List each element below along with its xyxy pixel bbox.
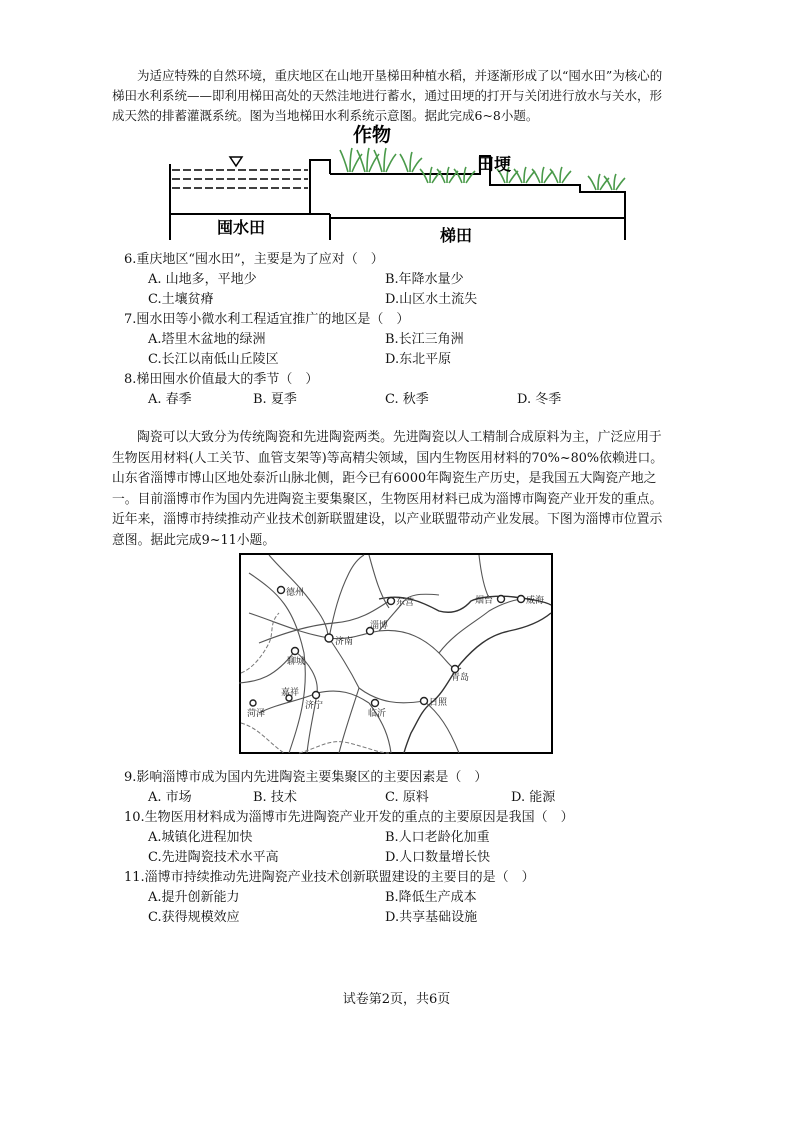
label-storage-paddy: 囤水田 [217, 218, 266, 237]
question-10: 10.生物医用材料成为淄博市先进陶瓷产业开发的重点的主要原因是我国（ ） [124, 810, 574, 825]
q9-option-a[interactable]: A. 市场 [148, 790, 192, 805]
city-rizhao: 日照 [429, 698, 448, 708]
marker-linyi [372, 700, 379, 707]
q7-option-a[interactable]: A.塔里木盆地的绿洲 [148, 332, 266, 347]
q9-option-c[interactable]: C. 原料 [385, 790, 429, 805]
q11-option-a[interactable]: A.提升创新能力 [148, 890, 240, 905]
q6-option-d[interactable]: D.山区水土流失 [385, 292, 478, 307]
marker-heze [250, 700, 256, 706]
water-level-marker [230, 157, 242, 166]
question-6: 6.重庆地区“囤水田”，主要是为了应对（ ） [124, 252, 384, 267]
q10-option-a[interactable]: A.城镇化进程加快 [148, 830, 253, 845]
q10-option-d[interactable]: D.人口数量增长快 [385, 850, 491, 865]
q8-option-b[interactable]: B. 夏季 [253, 392, 297, 407]
q10-option-c[interactable]: C.先进陶瓷技术水平高 [148, 850, 279, 865]
city-liaocheng: 聊城 [287, 657, 306, 667]
q8-option-d[interactable]: D. 冬季 [517, 392, 562, 407]
city-weihai: 威海 [526, 596, 545, 606]
marker-dezhou [278, 587, 285, 594]
city-dongying: 东营 [396, 598, 415, 608]
city-dezhou: 德州 [286, 588, 305, 598]
q7-option-c[interactable]: C.长江以南低山丘陵区 [148, 352, 279, 367]
zibo-location-map [239, 553, 553, 755]
q9-option-b[interactable]: B. 技术 [253, 790, 297, 805]
marker-jining [313, 692, 320, 699]
question-7: 7.囤水田等小微水利工程适宜推广的地区是（ ） [124, 312, 410, 327]
page-footer: 试卷第2页，共6页 [342, 992, 451, 1007]
city-jining: 济宁 [305, 701, 324, 711]
q8-option-a[interactable]: A. 春季 [148, 392, 192, 407]
q6-option-b[interactable]: B.年降水量少 [385, 272, 464, 287]
city-zibo: 淄博 [370, 621, 389, 631]
water-lines [172, 170, 308, 188]
passage-zibo-ceramics: 陶瓷可以大致分为传统陶瓷和先进陶瓷两类。先进陶瓷以人工精制合成原料为主，广泛应用于生物医用材料(人工关节、血管支架等)等高精尖领域，国内生物医用材料的70%~80%依赖进口。山东省淄博市博山区地处泰沂山脉北侧，距今已有6000年陶瓷生产历史，是我国五大陶瓷产地之一。目前淄博市作为国内先进陶瓷主要集聚区，生物医用材料已成为淄博市陶瓷产业开发的重点。近年来，淄博市持续推动产业技术创新联盟建设，以产业联盟带动产业发展。下图为淄博市位置示意图。据此完成9~11小题。 [112, 430, 664, 548]
q7-option-b[interactable]: B.长江三角洲 [385, 332, 464, 347]
passage-chongqing-terraces: 为适应特殊的自然环境，重庆地区在山地开垦梯田种植水稻，并逐渐形成了以“囤水田”为核心的梯田水利系统——即利用梯田高处的天然洼地进行蓄水，通过田埂的打开与关闭进行放水与关水，形成天然的排蓄灌溉系统。图为当地梯田水利系统示意图。据此完成6~8小题。 [112, 68, 663, 123]
city-jinan: 济南 [335, 637, 354, 647]
label-ridge: 田埂 [477, 155, 511, 175]
q11-option-c[interactable]: C.获得规模效应 [148, 910, 240, 925]
marker-dongying [388, 598, 395, 605]
q6-option-c[interactable]: C.土壤贫瘠 [148, 292, 214, 307]
q7-option-d[interactable]: D.东北平原 [385, 352, 452, 367]
city-heze: 菏泽 [247, 709, 266, 719]
marker-yantai [498, 596, 505, 603]
question-11: 11.淄博市持续推动先进陶瓷产业技术创新联盟建设的主要目的是（ ） [124, 870, 535, 885]
q6-option-a[interactable]: A. 山地多，平地少 [148, 272, 257, 287]
city-yantai: 烟台 [475, 596, 494, 606]
question-9: 9.影响淄博市成为国内先进陶瓷主要集聚区的主要因素是（ ） [124, 770, 488, 785]
q11-option-b[interactable]: B.降低生产成本 [385, 890, 477, 905]
q9-option-d[interactable]: D. 能源 [511, 790, 556, 805]
label-crops: 作物 [353, 124, 392, 146]
marker-weihai [518, 596, 525, 603]
city-qingdao: 青岛 [451, 673, 470, 683]
marker-rizhao [421, 698, 428, 705]
terrace-irrigation-diagram [160, 122, 635, 244]
q10-option-b[interactable]: B.人口老龄化加重 [385, 830, 490, 845]
marker-qingdao [452, 666, 459, 673]
city-linyi: 临沂 [368, 709, 387, 719]
marker-jinan [325, 634, 333, 642]
question-8: 8.梯田囤水价值最大的季节（ ） [124, 372, 319, 387]
q11-option-d[interactable]: D.共享基础设施 [385, 910, 478, 925]
marker-liaocheng [292, 648, 299, 655]
label-terrace: 梯田 [440, 226, 473, 244]
q8-option-c[interactable]: C. 秋季 [385, 392, 429, 407]
city-jiaxiang: 嘉祥 [281, 688, 300, 698]
